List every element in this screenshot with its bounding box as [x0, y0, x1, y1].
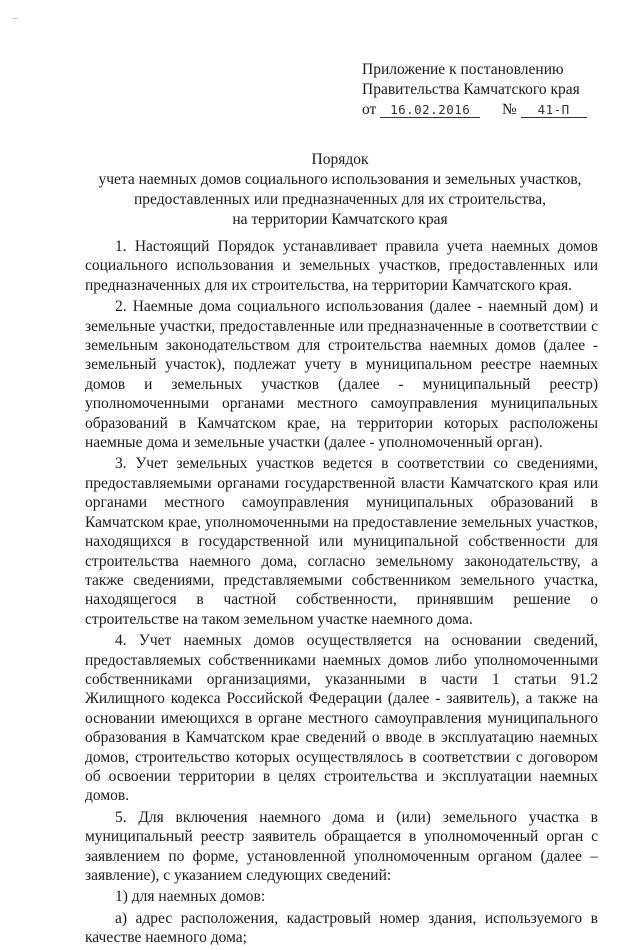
paragraph-5-item-1a: а) адрес расположения, кадастровый номер здания, используемого в качестве наемного дома; [85, 909, 598, 947]
appendix-line-2: Правительства Камчатского края [362, 81, 580, 98]
appendix-header [362, 60, 612, 120]
document-title [60, 150, 620, 230]
date-prefix: от [362, 101, 377, 118]
paragraph-5: 5. Для включения наемного дома и (или) земельного участка в муниципальный реестр заявитель обращается в уполномоченный орган с заявлением по форме, установленной уполномоченным органом (далее – заявление), с указанием следующих сведений: [85, 808, 598, 884]
title-line-2: предоставленных или предназначенных для их строительства, [134, 191, 546, 208]
paragraph-3: 3. Учет земельных участков ведется в соответствии со сведениями, предоставляемыми органами государственной власти Камчатского края или органами местного самоуправления муниципальных образований в Камчатском крае, уполномоченными на предоставление земельных участков, находящихся в государственной или муниципальной собственности для строительства наемного дома, согласно земельному законодательству, а также сведениями, представляемыми собственником земельного участка, находящегося в частной собственности, принявшим решение о строительстве на таком земельном участке наемного дома. [85, 455, 598, 628]
date-field [380, 100, 480, 118]
date-value: 16.02.2016 [390, 102, 471, 117]
number-value: 41-П [537, 102, 570, 117]
document-body [85, 237, 598, 950]
paragraph-5-item-1: 1) для наемных домов: [115, 888, 266, 906]
scan-artifact [12, 18, 18, 19]
appendix-line-1: Приложение к постановлению [362, 61, 564, 78]
paragraph-2: 2. Наемные дома социального использования (далее - наемный дом) и земельные участки, предоставленные или предназначенные в соответствии с земельным законодательством для строительства наемных домов (далее - земельный участок), подлежат учету в муниципальном реестре наемных домов и земельных участков (далее - муниципальный реестр) уполномоченными органами местного самоуправления муниципальных образований в Камчатском крае, на территории которых расположены наемные дома и земельные участки (далее - уполномоченный орган). [85, 298, 598, 452]
title-heading: Порядок [311, 151, 369, 168]
paragraph-1: 1. Настоящий Порядок устанавливает правила учета наемных домов социального использования и земельных участков, предоставленных или предназначенных для их строительства, на территории Камчатского края. [85, 238, 598, 294]
number-prefix: № [501, 101, 517, 118]
paragraph-4: 4. Учет наемных домов осуществляется на основании сведений, предоставляемых собственниками наемных домов либо уполномоченными собственниками организациями, указанными в части 1 статьи 91.2 Жилищного кодекса Российской Федерации (далее - заявитель), а также на основании имеющихся в органе местного самоуправления муниципального образования в Камчатском крае сведений о вводе в эксплуатацию наемных домов, строительство которых осуществлялось в соответствии с договором об освоении территории в целях строительства и эксплуатации наемных домов. [85, 632, 598, 805]
number-field [521, 100, 587, 118]
title-line-3: на территории Камчатского края [232, 211, 448, 228]
title-line-1: учета наемных домов социального использования и земельных участков, [98, 171, 582, 188]
appendix-date-number-line [362, 100, 612, 120]
